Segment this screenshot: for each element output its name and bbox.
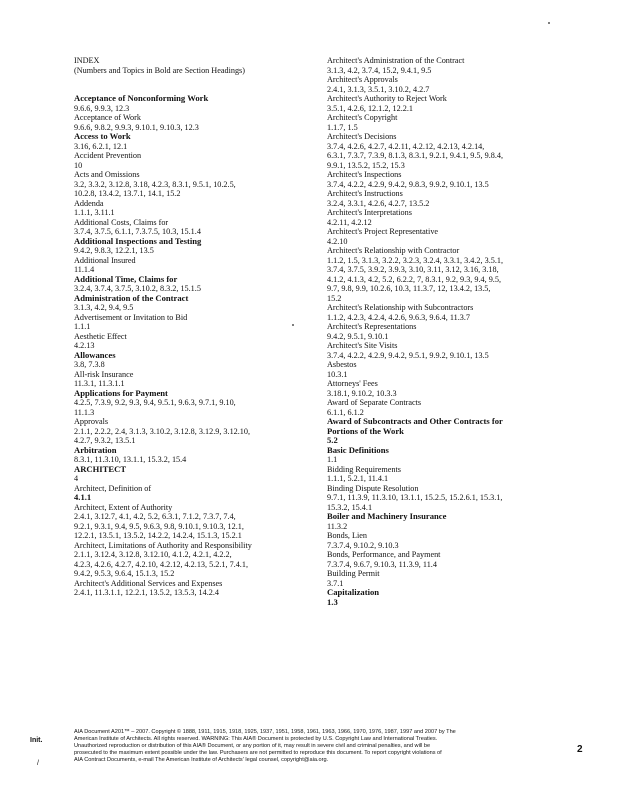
index-entry: Architect's Relationship with Subcontractors xyxy=(327,303,474,312)
index-entry: 1.1.2, 1.5, 3.1.3, 3.2.2, 3.2.3, 3.2.4, 3.3.1, 3.4.2, 3.5.1, xyxy=(327,255,504,265)
index-entry: Architect's Relationship with Contractor xyxy=(327,246,460,255)
index-entry: 3.2.4, 3.7.4, 3.7.5, 3.10.2, 8.3.2, 15.1.5 xyxy=(74,284,201,293)
index-entry: 9.7.1, 11.3.9, 11.3.10, 13.1.1, 15.2.5, 15.2.6.1, 15.3.1, xyxy=(327,493,503,502)
index-heading: 1.3 xyxy=(327,597,338,607)
index-entry: 9.6.6, 9.8.2, 9.9.3, 9.10.1, 9.10.3, 12.3 xyxy=(74,122,199,132)
spacer xyxy=(74,75,324,85)
index-entry: 11.1.3 xyxy=(74,407,95,417)
index-right-column xyxy=(327,56,577,607)
index-entry: 7.3.7.4, 9.6.7, 9.10.3, 11.3.9, 11.4 xyxy=(327,559,437,569)
footer-line: AIA Document A201™ – 2007. Copyright © 1888, 1911, 1915, 1918, 1925, 1937, 1951, 1958, 1961, 1963, 1966, 1970, 1976, 1987, 1997 and 2007 by The xyxy=(74,729,456,735)
index-entry: 3.7.1 xyxy=(327,578,344,588)
index-entry: Additional Insured xyxy=(74,255,136,265)
index-entry: Architect's Representations xyxy=(327,322,417,331)
index-entry: 10.3.1 xyxy=(327,369,348,379)
scan-speck xyxy=(548,22,550,24)
index-heading: Acceptance of Nonconforming Work xyxy=(74,94,209,103)
index-entry: 3.7.4, 4.2.6, 4.2.7, 4.2.11, 4.2.12, 4.2.13, 4.2.14, xyxy=(327,141,485,151)
index-entry: 2.4.1, 3.12.7, 4.1, 4.2, 5.2, 6.3.1, 7.1.2, 7.3.7, 7.4, xyxy=(74,512,236,521)
index-entry: 4.1.2, 4.1.3, 4.2, 5.2, 6.2.2, 7, 8.3.1, 9.2, 9.3, 9.4, 9.5, xyxy=(327,274,501,284)
index-entry: 2.1.1, 2.2.2, 2.4, 3.1.3, 3.10.2, 3.12.8, 3.12.9, 3.12.10, xyxy=(74,426,251,436)
index-entry: 9.9.1, 13.5.2, 15.2, 15.3 xyxy=(327,160,405,170)
index-entry: Architect, Limitations of Authority and Responsibility xyxy=(74,540,252,550)
index-entry: 4.2.7, 9.3.2, 13.5.1 xyxy=(74,436,136,445)
index-entry: 3.2.4, 3.3.1, 4.2.6, 4.2.7, 13.5.2 xyxy=(327,198,430,208)
index-entry: 4.2.5, 7.3.9, 9.2, 9.3, 9.4, 9.5.1, 9.6.3, 9.7.1, 9.10, xyxy=(74,398,236,407)
index-entry: 15.3.2, 15.4.1 xyxy=(327,502,373,512)
footer-line: AIA Contract Documents, e-mail The American Institute of Architects' legal counsel, copyright@aia.org. xyxy=(74,757,329,763)
index-entry: 2.1.1, 3.12.4, 3.12.8, 3.12.10, 4.1.2, 4.2.1, 4.2.2, xyxy=(74,550,232,559)
index-entry: 3.8, 7.3.8 xyxy=(74,360,105,369)
index-entry: 3.7.4, 4.2.2, 4.2.9, 9.4.2, 9.5.1, 9.9.2, 9.10.1, 13.5 xyxy=(327,350,489,360)
index-entry: Attorneys' Fees xyxy=(327,379,378,388)
index-entry: 10.2.8, 13.4.2, 13.7.1, 14.1, 15.2 xyxy=(74,189,181,198)
index-entry: Bonds, Lien xyxy=(327,531,368,540)
index-entry: 1.1.1, 3.11.1 xyxy=(74,208,115,217)
index-entry: Architect's Project Representative xyxy=(327,227,439,236)
footer-line: Unauthorized reproduction or distribution of this AIA® Document, or any portion of it, may result in severe civil and criminal penalties, and will be xyxy=(74,743,431,749)
index-entry: 4.2.13 xyxy=(74,341,95,350)
index-entry: Building Permit xyxy=(327,569,380,578)
index-entry: 10 xyxy=(74,160,83,170)
index-entry: Acts and Omissions xyxy=(74,170,140,179)
index-entry: Bonds, Performance, and Payment xyxy=(327,550,441,559)
index-entry: 15.2 xyxy=(327,293,342,303)
initials-label: Init. xyxy=(30,737,43,744)
index-heading: 5.2 xyxy=(327,436,338,445)
index-heading: Additional Time, Claims for xyxy=(74,274,178,284)
index-entry: Architect's Instructions xyxy=(327,189,403,198)
index-entry: Aesthetic Effect xyxy=(74,331,127,341)
index-entry: 3.5.1, 4.2.6, 12.1.2, 12.2.1 xyxy=(327,103,413,113)
index-entry: 3.16, 6.2.1, 12.1 xyxy=(74,141,128,151)
index-entry: Approvals xyxy=(74,417,109,426)
index-heading: Portions of the Work xyxy=(327,426,404,436)
index-entry: 2.4.1, 3.1.3, 3.5.1, 3.10.2, 4.2.7 xyxy=(327,84,430,94)
index-entry: 7.3.7.4, 9.10.2, 9.10.3 xyxy=(327,540,399,550)
index-entry: 9.4.2, 9.5.3, 9.6.4, 15.1.3, 15.2 xyxy=(74,569,175,578)
index-left-column xyxy=(74,56,324,598)
copyright-footer xyxy=(74,729,560,764)
index-entry: Acceptance of Work xyxy=(74,113,141,122)
index-entry: Architect's Administration of the Contract xyxy=(327,56,465,65)
footer-line: prosecuted to the maximum extent possible under the law. Purchasers are not permitted to reproduce this document. To report copyright violations of xyxy=(74,750,442,756)
index-entry: Architect's Authority to Reject Work xyxy=(327,94,447,103)
index-entry: 1.1 xyxy=(327,455,338,464)
index-entry: 2.4.1, 11.3.1.1, 12.2.1, 13.5.2, 13.5.3, 14.2.4 xyxy=(74,588,220,597)
index-entry: 4 xyxy=(74,474,79,483)
index-heading: Basic Definitions xyxy=(327,445,389,455)
index-entry: 4.2.10 xyxy=(327,236,348,246)
index-entry: 9.4.2, 9.8.3, 12.2.1, 13.5 xyxy=(74,246,154,255)
index-entry: Accident Prevention xyxy=(74,151,142,160)
index-entry: 3.1.3, 4.2, 9.4, 9.5 xyxy=(74,303,134,312)
index-entry: 11.3.2 xyxy=(327,521,348,531)
index-entry: Architect's Inspections xyxy=(327,170,402,179)
index-entry: INDEX xyxy=(74,56,100,65)
index-entry: Architect's Site Visits xyxy=(327,341,398,350)
index-entry: 6.3.1, 7.3.7, 7.3.9, 8.1.3, 8.3.1, 9.2.1, 9.4.1, 9.5, 9.8.4, xyxy=(327,151,504,160)
index-heading: ARCHITECT xyxy=(74,464,127,474)
index-entry: Additional Costs, Claims for xyxy=(74,217,169,227)
index-entry: 3.18.1, 9.10.2, 10.3.3 xyxy=(327,388,397,398)
scan-speck xyxy=(292,324,294,326)
index-entry: Architect's Approvals xyxy=(327,75,398,84)
index-entry: Architect's Copyright xyxy=(327,113,398,122)
index-heading: 4.1.1 xyxy=(74,493,92,502)
index-entry: 9.2.1, 9.3.1, 9.4, 9.5, 9.6.3, 9.8, 9.10.1, 9.10.3, 12.1, xyxy=(74,521,244,531)
index-heading: Capitalization xyxy=(327,588,380,597)
index-entry: (Numbers and Topics in Bold are Section Headings) xyxy=(74,65,245,75)
index-heading: Applications for Payment xyxy=(74,388,168,398)
initials-slash: / xyxy=(37,760,39,767)
index-entry: Bidding Requirements xyxy=(327,464,401,474)
index-heading: Award of Subcontracts and Other Contracts for xyxy=(327,417,503,426)
index-entry: 1.1.1, 5.2.1, 11.4.1 xyxy=(327,474,389,483)
index-entry: Binding Dispute Resolution xyxy=(327,483,419,493)
index-entry: 3.2, 3.3.2, 3.12.8, 3.18, 4.2.3, 8.3.1, 9.5.1, 10.2.5, xyxy=(74,179,236,189)
index-heading: Allowances xyxy=(74,350,116,360)
index-entry: 11.1.4 xyxy=(74,265,95,274)
index-entry: 3.7.4, 3.7.5, 6.1.1, 7.3.7.5, 10.3, 15.1.4 xyxy=(74,227,201,236)
index-entry: 4.2.3, 4.2.6, 4.2.7, 4.2.10, 4.2.12, 4.2.13, 5.2.1, 7.4.1, xyxy=(74,559,248,569)
index-entry: 1.1.2, 4.2.3, 4.2.4, 4.2.6, 9.6.3, 9.6.4, 11.3.7 xyxy=(327,312,470,322)
index-entry: 3.1.3, 4.2, 3.7.4, 15.2, 9.4.1, 9.5 xyxy=(327,65,432,75)
index-entry: 9.4.2, 9.5.1, 9.10.1 xyxy=(327,331,389,341)
index-heading: Access to Work xyxy=(74,132,131,141)
index-heading: Boiler and Machinery Insurance xyxy=(327,512,447,521)
index-entry: 8.3.1, 11.3.10, 13.1.1, 15.3.2, 15.4 xyxy=(74,455,187,464)
index-entry: 1.1.7, 1.5 xyxy=(327,122,358,132)
index-entry: Architect, Extent of Authority xyxy=(74,502,173,512)
index-entry: 9.6.6, 9.9.3, 12.3 xyxy=(74,103,130,113)
index-entry: Architect's Additional Services and Expenses xyxy=(74,578,223,588)
index-entry: Architect, Definition of xyxy=(74,483,152,493)
index-entry: Architect's Decisions xyxy=(327,132,397,141)
index-heading: Arbitration xyxy=(74,445,117,455)
index-entry: Advertisement or Invitation to Bid xyxy=(74,312,188,322)
index-entry: 3.7.4, 3.7.5, 3.9.2, 3.9.3, 3.10, 3.11, 3.12, 3.16, 3.18, xyxy=(327,265,499,274)
index-entry: Architect's Interpretations xyxy=(327,208,412,217)
index-entry: Award of Separate Contracts xyxy=(327,398,422,407)
spacer xyxy=(74,85,324,95)
index-heading: Additional Inspections and Testing xyxy=(74,236,202,246)
index-entry: Asbestos xyxy=(327,360,357,369)
index-entry: 11.3.1, 11.3.1.1 xyxy=(74,379,125,388)
page-number: 2 xyxy=(577,744,583,755)
index-entry: 1.1.1 xyxy=(74,322,91,331)
footer-line: American Institute of Architects. All rights reserved. WARNING: This AIA® Document is protected by U.S. Copyright Law and International Treaties. xyxy=(74,736,438,742)
index-entry: 6.1.1, 6.1.2 xyxy=(327,407,364,417)
index-entry: 3.7.4, 4.2.2, 4.2.9, 9.4.2, 9.8.3, 9.9.2, 9.10.1, 13.5 xyxy=(327,179,489,189)
index-entry: 9.7, 9.8, 9.9, 10.2.6, 10.3, 11.3.7, 12, 13.4.2, 13.5, xyxy=(327,284,491,293)
index-heading: Administration of the Contract xyxy=(74,293,189,303)
index-entry: All-risk Insurance xyxy=(74,369,134,379)
index-entry: Addenda xyxy=(74,198,104,208)
index-entry: 12.2.1, 13.5.1, 13.5.2, 14.2.2, 14.2.4, 15.1.3, 15.2.1 xyxy=(74,531,242,540)
index-entry: 4.2.11, 4.2.12 xyxy=(327,217,372,227)
